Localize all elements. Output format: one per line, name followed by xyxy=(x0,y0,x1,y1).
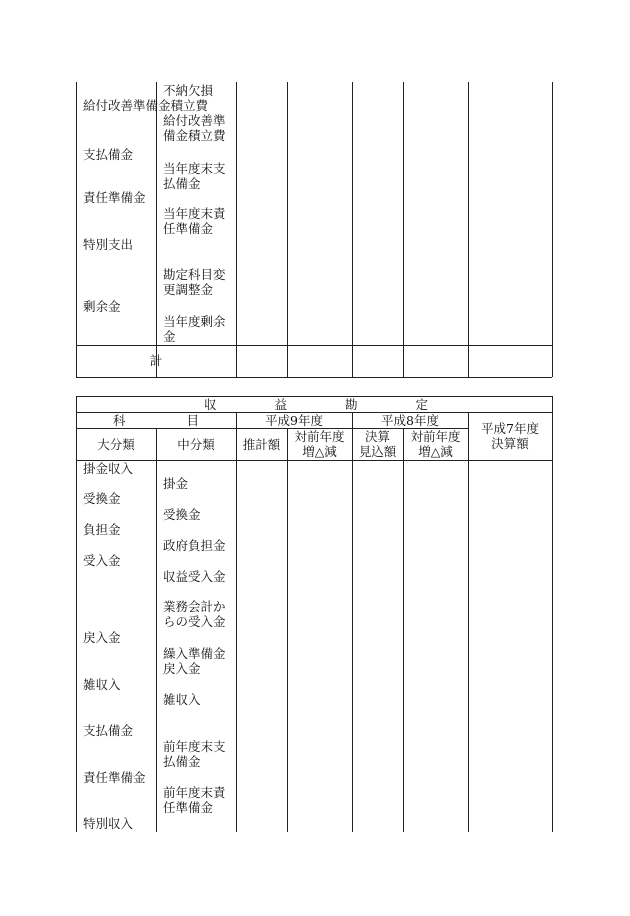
lower-major-2: 負担金 xyxy=(83,522,121,537)
lower-major-8: 特別収入 xyxy=(83,816,134,831)
title-char-2: 勘 xyxy=(344,397,358,412)
lower-middle-4-0: 業務会計か xyxy=(163,599,226,614)
lower-middle-8-0: 前年度末責 xyxy=(163,785,226,800)
lower-middle-6-0: 雑収入 xyxy=(163,692,201,707)
upper-middle-5-1: 金 xyxy=(163,329,176,344)
upper-major-1: 支払備金 xyxy=(83,147,134,162)
lower-middle-0-0: 掛金 xyxy=(163,476,189,491)
lower-major-5: 雑収入 xyxy=(83,677,121,692)
title-char-1: 益 xyxy=(274,397,287,412)
title-char-0: 収 xyxy=(204,397,217,412)
upper-middle-5-0: 当年度剰余 xyxy=(163,314,226,329)
upper-major-0: 給付改善準備金積立費 xyxy=(83,98,209,113)
title-char-3: 定 xyxy=(415,397,428,412)
upper-middle-1-1: 備金積立費 xyxy=(163,128,226,143)
lower-middle-1-0: 受換金 xyxy=(163,507,201,522)
upper-middle-2-0: 当年度末支 xyxy=(163,161,226,176)
header-kessan-line2: 見込額 xyxy=(358,444,397,459)
upper-major-4: 剰余金 xyxy=(83,299,121,314)
lower-middle-3-0: 収益受入金 xyxy=(163,569,226,584)
upper-middle-3-0: 当年度末責 xyxy=(163,206,226,221)
income-account-title xyxy=(204,397,428,412)
upper-major-3: 特別支出 xyxy=(83,237,134,252)
lower-middle-8-1: 任準備金 xyxy=(163,800,214,815)
lower-middle-7-1: 払備金 xyxy=(163,754,201,769)
upper-major-2: 責任準備金 xyxy=(83,190,146,205)
upper-total-label: 計 xyxy=(149,353,163,368)
header-suikei: 推計額 xyxy=(242,437,281,452)
lower-major-3: 受入金 xyxy=(83,553,121,568)
header-taizen8-line1: 対前年度 xyxy=(410,429,461,444)
header-taizen9-line2: 増△減 xyxy=(302,444,337,459)
upper-middle-2-1: 払備金 xyxy=(163,176,201,191)
upper-middle-4-1: 更調整金 xyxy=(163,282,214,297)
lower-middle-4-1: らの受入金 xyxy=(163,614,226,629)
header-h7-line2: 決算額 xyxy=(491,436,529,451)
header-kamoku: 科 目 xyxy=(113,413,199,428)
upper-middle-1-0: 給付改善準 xyxy=(163,113,226,128)
header-h7-line1: 平成7年度 xyxy=(481,421,539,436)
upper-middle-0-0: 不納欠損 xyxy=(163,83,214,98)
upper-middle-4-0: 勘定科目変 xyxy=(163,267,226,282)
header-chubunrui: 中分類 xyxy=(177,437,215,452)
header-daibunrui: 大分類 xyxy=(97,437,135,452)
upper-middle-3-1: 任準備金 xyxy=(163,221,214,236)
lower-major-0: 掛金収入 xyxy=(83,461,134,476)
header-taizen8-line2: 増△減 xyxy=(418,444,453,459)
lower-major-1: 受換金 xyxy=(83,491,121,506)
header-taizen9-line1: 対前年度 xyxy=(294,429,345,444)
lower-major-4: 戻入金 xyxy=(83,630,121,645)
lower-major-7: 責任準備金 xyxy=(83,770,146,785)
header-kessan-line1: 決算 xyxy=(364,429,390,444)
lower-major-6: 支払備金 xyxy=(83,723,134,738)
header-h9: 平成9年度 xyxy=(265,413,323,428)
lower-middle-7-0: 前年度末支 xyxy=(163,739,226,754)
header-h8: 平成8年度 xyxy=(381,413,439,428)
lower-middle-5-1: 戻入金 xyxy=(163,661,201,676)
lower-middle-2-0: 政府負担金 xyxy=(163,538,226,553)
lower-middle-5-0: 繰入準備金 xyxy=(163,646,226,661)
